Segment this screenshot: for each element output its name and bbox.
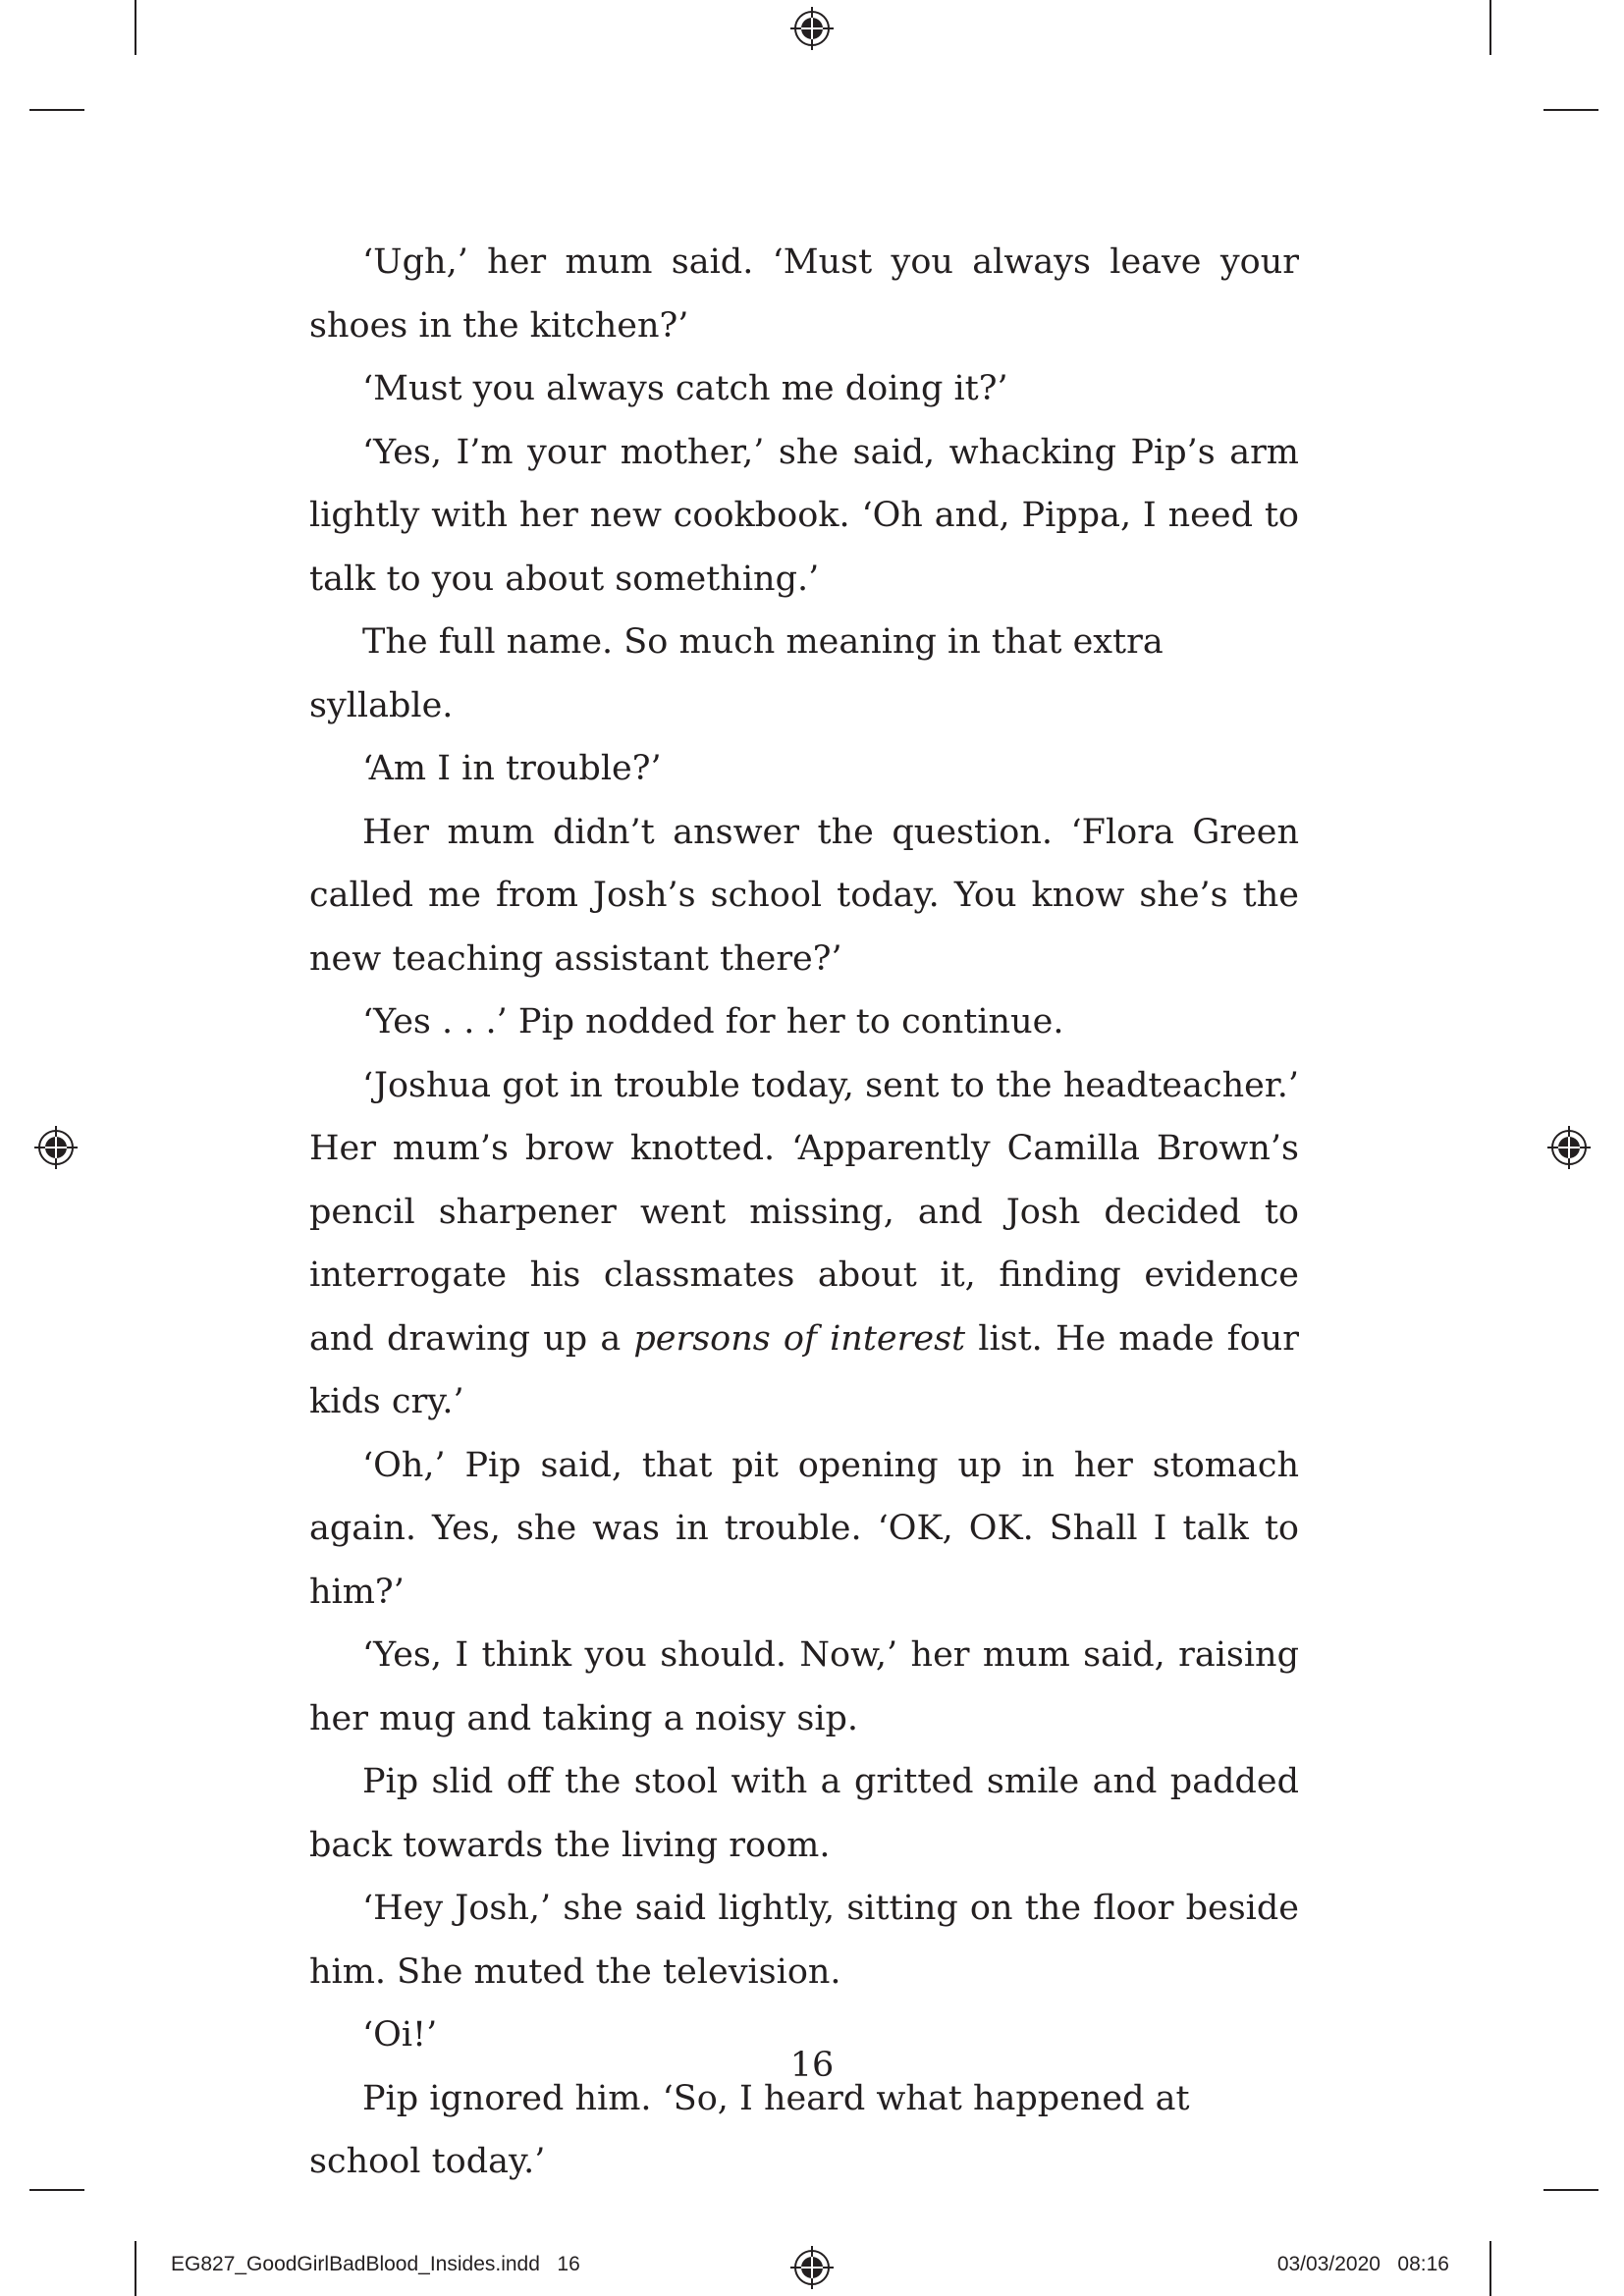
paragraph: ‘Yes, I’m your mother,’ she said, whacking Pip’s arm lightly with her new cookbook. ‘Oh and, Pippa, I need to talk to you about something.’ bbox=[309, 432, 1299, 599]
crop-mark-left-top bbox=[29, 109, 84, 111]
paragraph: ‘Yes, I think you should. Now,’ her mum said, raising her mug and taking a noisy sip. bbox=[309, 1635, 1299, 1738]
paragraph: The full name. So much meaning in that extra syllable. bbox=[309, 622, 1164, 725]
paragraph-text: ‘Joshua got in trouble today, sent to the headteacher.’ Her mum’s brow knotted. ‘Apparently Camilla Brown’s pencil sharpener went missing, and Josh decided to interrogate his classmates about it, finding evidence and drawing up a bbox=[309, 1065, 1299, 1359]
paragraph: ‘Hey Josh,’ she said lightly, sitting on the floor beside him. She muted the television. bbox=[309, 1889, 1299, 1992]
registration-target-icon bbox=[790, 2246, 834, 2289]
paragraph: Pip ignored him. ‘So, I heard what happened at school today.’ bbox=[309, 2078, 1190, 2181]
crop-mark-top-left bbox=[135, 0, 136, 55]
paragraph: ‘Am I in trouble?’ bbox=[362, 749, 662, 788]
paragraph bbox=[309, 1054, 1299, 1434]
paragraph: ‘Oi!’ bbox=[362, 2015, 438, 2055]
paragraph: ‘Must you always catch me doing it?’ bbox=[362, 369, 1008, 408]
italic-phrase: persons of interest bbox=[633, 1318, 966, 1359]
crop-mark-left-bottom bbox=[29, 2189, 84, 2191]
paragraph-text: list. He made four kids cry.’ bbox=[309, 1318, 1299, 1421]
page-number: 16 bbox=[789, 2046, 835, 2085]
paragraph: ‘Oh,’ Pip said, that pit opening up in her stomach again. Yes, she was in trouble. ‘OK, OK. Shall I talk to him?’ bbox=[309, 1445, 1299, 1612]
slug-datetime: 03/03/2020 08:16 bbox=[1276, 2253, 1449, 2275]
crop-mark-right-bottom bbox=[1543, 2189, 1598, 2191]
body-text bbox=[309, 231, 1299, 2194]
paragraph: ‘Yes . . .’ Pip nodded for her to continue. bbox=[362, 1002, 1064, 1041]
slug-filename: EG827_GoodGirlBadBlood_Insides.indd 16 bbox=[171, 2253, 580, 2275]
registration-target-icon bbox=[1547, 1126, 1591, 1169]
paragraph: Her mum didn’t answer the question. ‘Flora Green called me from Josh’s school today. You know she’s the new teaching assistant there?’ bbox=[309, 812, 1299, 979]
paragraph: Pip slid off the stool with a gritted smile and padded back towards the living room. bbox=[309, 1762, 1299, 1865]
paragraph: ‘Ugh,’ her mum said. ‘Must you always leave your shoes in the kitchen?’ bbox=[309, 242, 1299, 346]
crop-mark-top-right bbox=[1489, 0, 1491, 55]
crop-mark-bottom-right bbox=[1489, 2241, 1491, 2296]
registration-target-icon bbox=[34, 1126, 78, 1169]
crop-mark-right-top bbox=[1543, 109, 1598, 111]
registration-target-icon bbox=[790, 7, 834, 50]
crop-mark-bottom-left bbox=[135, 2241, 136, 2296]
